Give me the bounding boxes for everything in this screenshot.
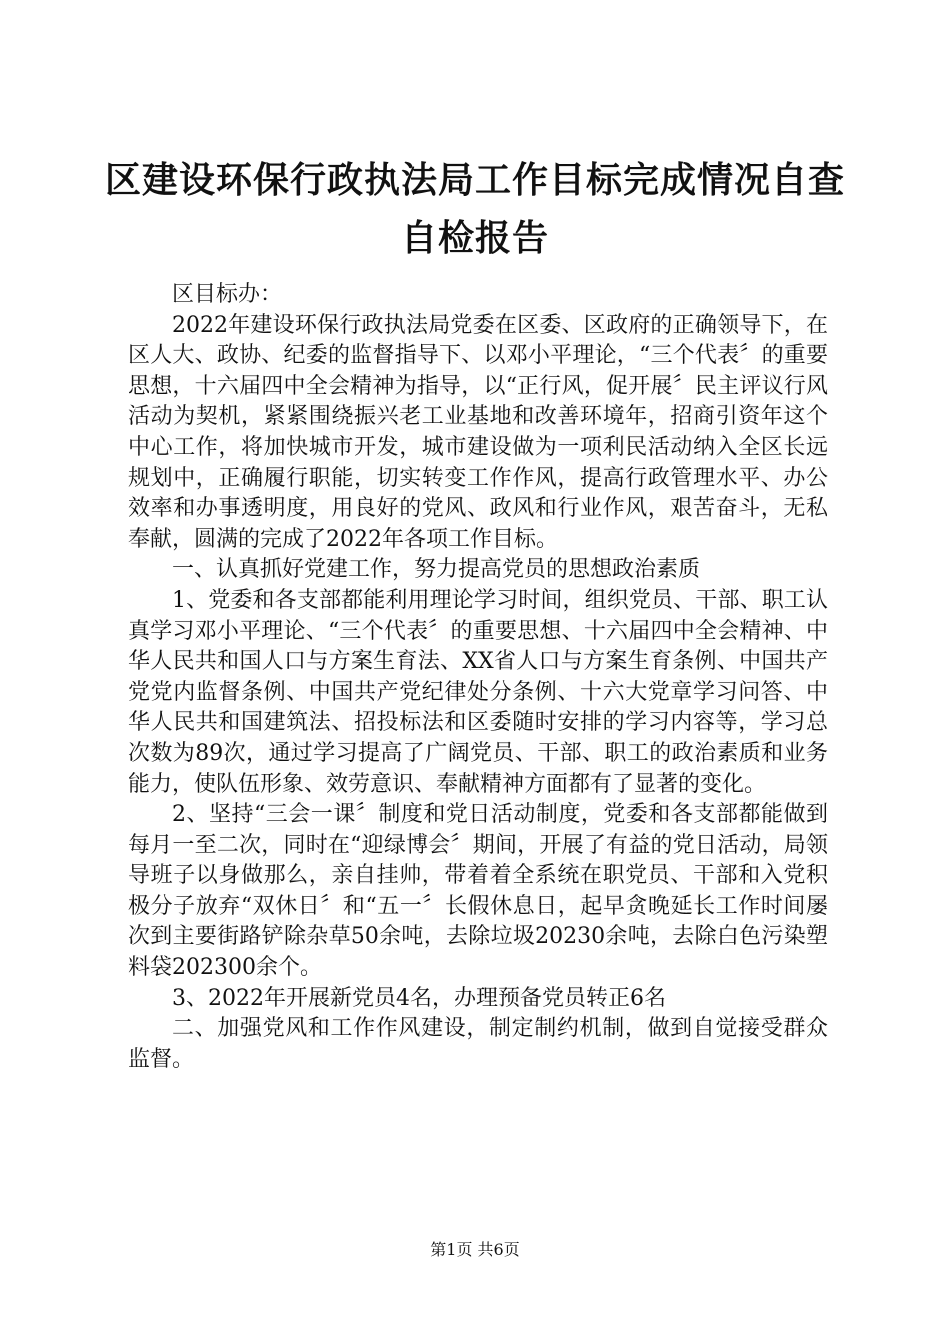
section-heading-1: 一、认真抓好党建工作，努力提高党员的思想政治素质 — [172, 557, 701, 583]
paragraph-item-1: 1、党委和各支部都能利用理论学习时间，组织党员、干部、职工认真学习邓小平理论、“三个代表〞的重要思想、十六届四中全会精神、中华人民共和国人口与方案生育法、XX省人口与方案生育条例、中国共产党党内监督条例、中国共产党纪律处分条例、十六大党章学习问答、中华人民共和国建筑法、招投标法和区委随时安排的学习内容等，学习总次数为89次，通过学习提高了广阔党员、干部、职工的政治素质和业务能力，使队伍形象、效劳意识、奉献精神方面都有了显著的变化。 — [128, 587, 828, 797]
title-line-2: 自检报告 — [400, 218, 549, 259]
title-line-1: 区建设环保行政执法局工作目标完成情况自查 — [104, 160, 845, 201]
document-title — [100, 152, 850, 268]
paragraph-item-3: 3、2022年开展新党员4名，办理预备党员转正6名 — [172, 985, 666, 1011]
paragraph-intro: 2022年建设环保行政执法局党委在区委、区政府的正确领导下，在区人大、政协、纪委的监督指导下、以邓小平理论，“三个代表〞的重要思想，十六届四中全会精神为指导，以“正行风，促开展〞民主评议行风活动为契机，紧紧围绕振兴老工业基地和改善环境年，招商引资年这个中心工作，将加快城市开发，城市建设做为一项利民活动纳入全区长远规划中，正确履行职能，切实转变工作作风，提高行政管理水平、办公效率和办事透明度，用良好的党风、政风和行业作风，艰苦奋斗，无私奉献，圆满的完成了2022年各项工作目标。 — [128, 312, 828, 552]
salutation: 区目标办： — [172, 282, 283, 307]
section-heading-2: 二、加强党风和工作作风建设，制定制约机制，做到自觉接受群众监督。 — [128, 1016, 828, 1072]
page-footer: 第1页 共6页 — [430, 1240, 520, 1259]
paragraph-item-2: 2、坚持“三会一课〞制度和党日活动制度，党委和各支部都能做到每月一至二次，同时在“迎绿博会〞期间，开展了有益的党日活动，局领导班子以身做那么，亲自挂帅，带着着全系统在职党员、干部和入党积极分子放弃“双休日〞和“五一〞长假休息日，起早贪晚延长工作时间屡次到主要街路铲除杂草50余吨，去除垃圾20230余吨，去除白色污染塑料袋202300余个。 — [128, 802, 828, 981]
document-body — [128, 280, 828, 1075]
